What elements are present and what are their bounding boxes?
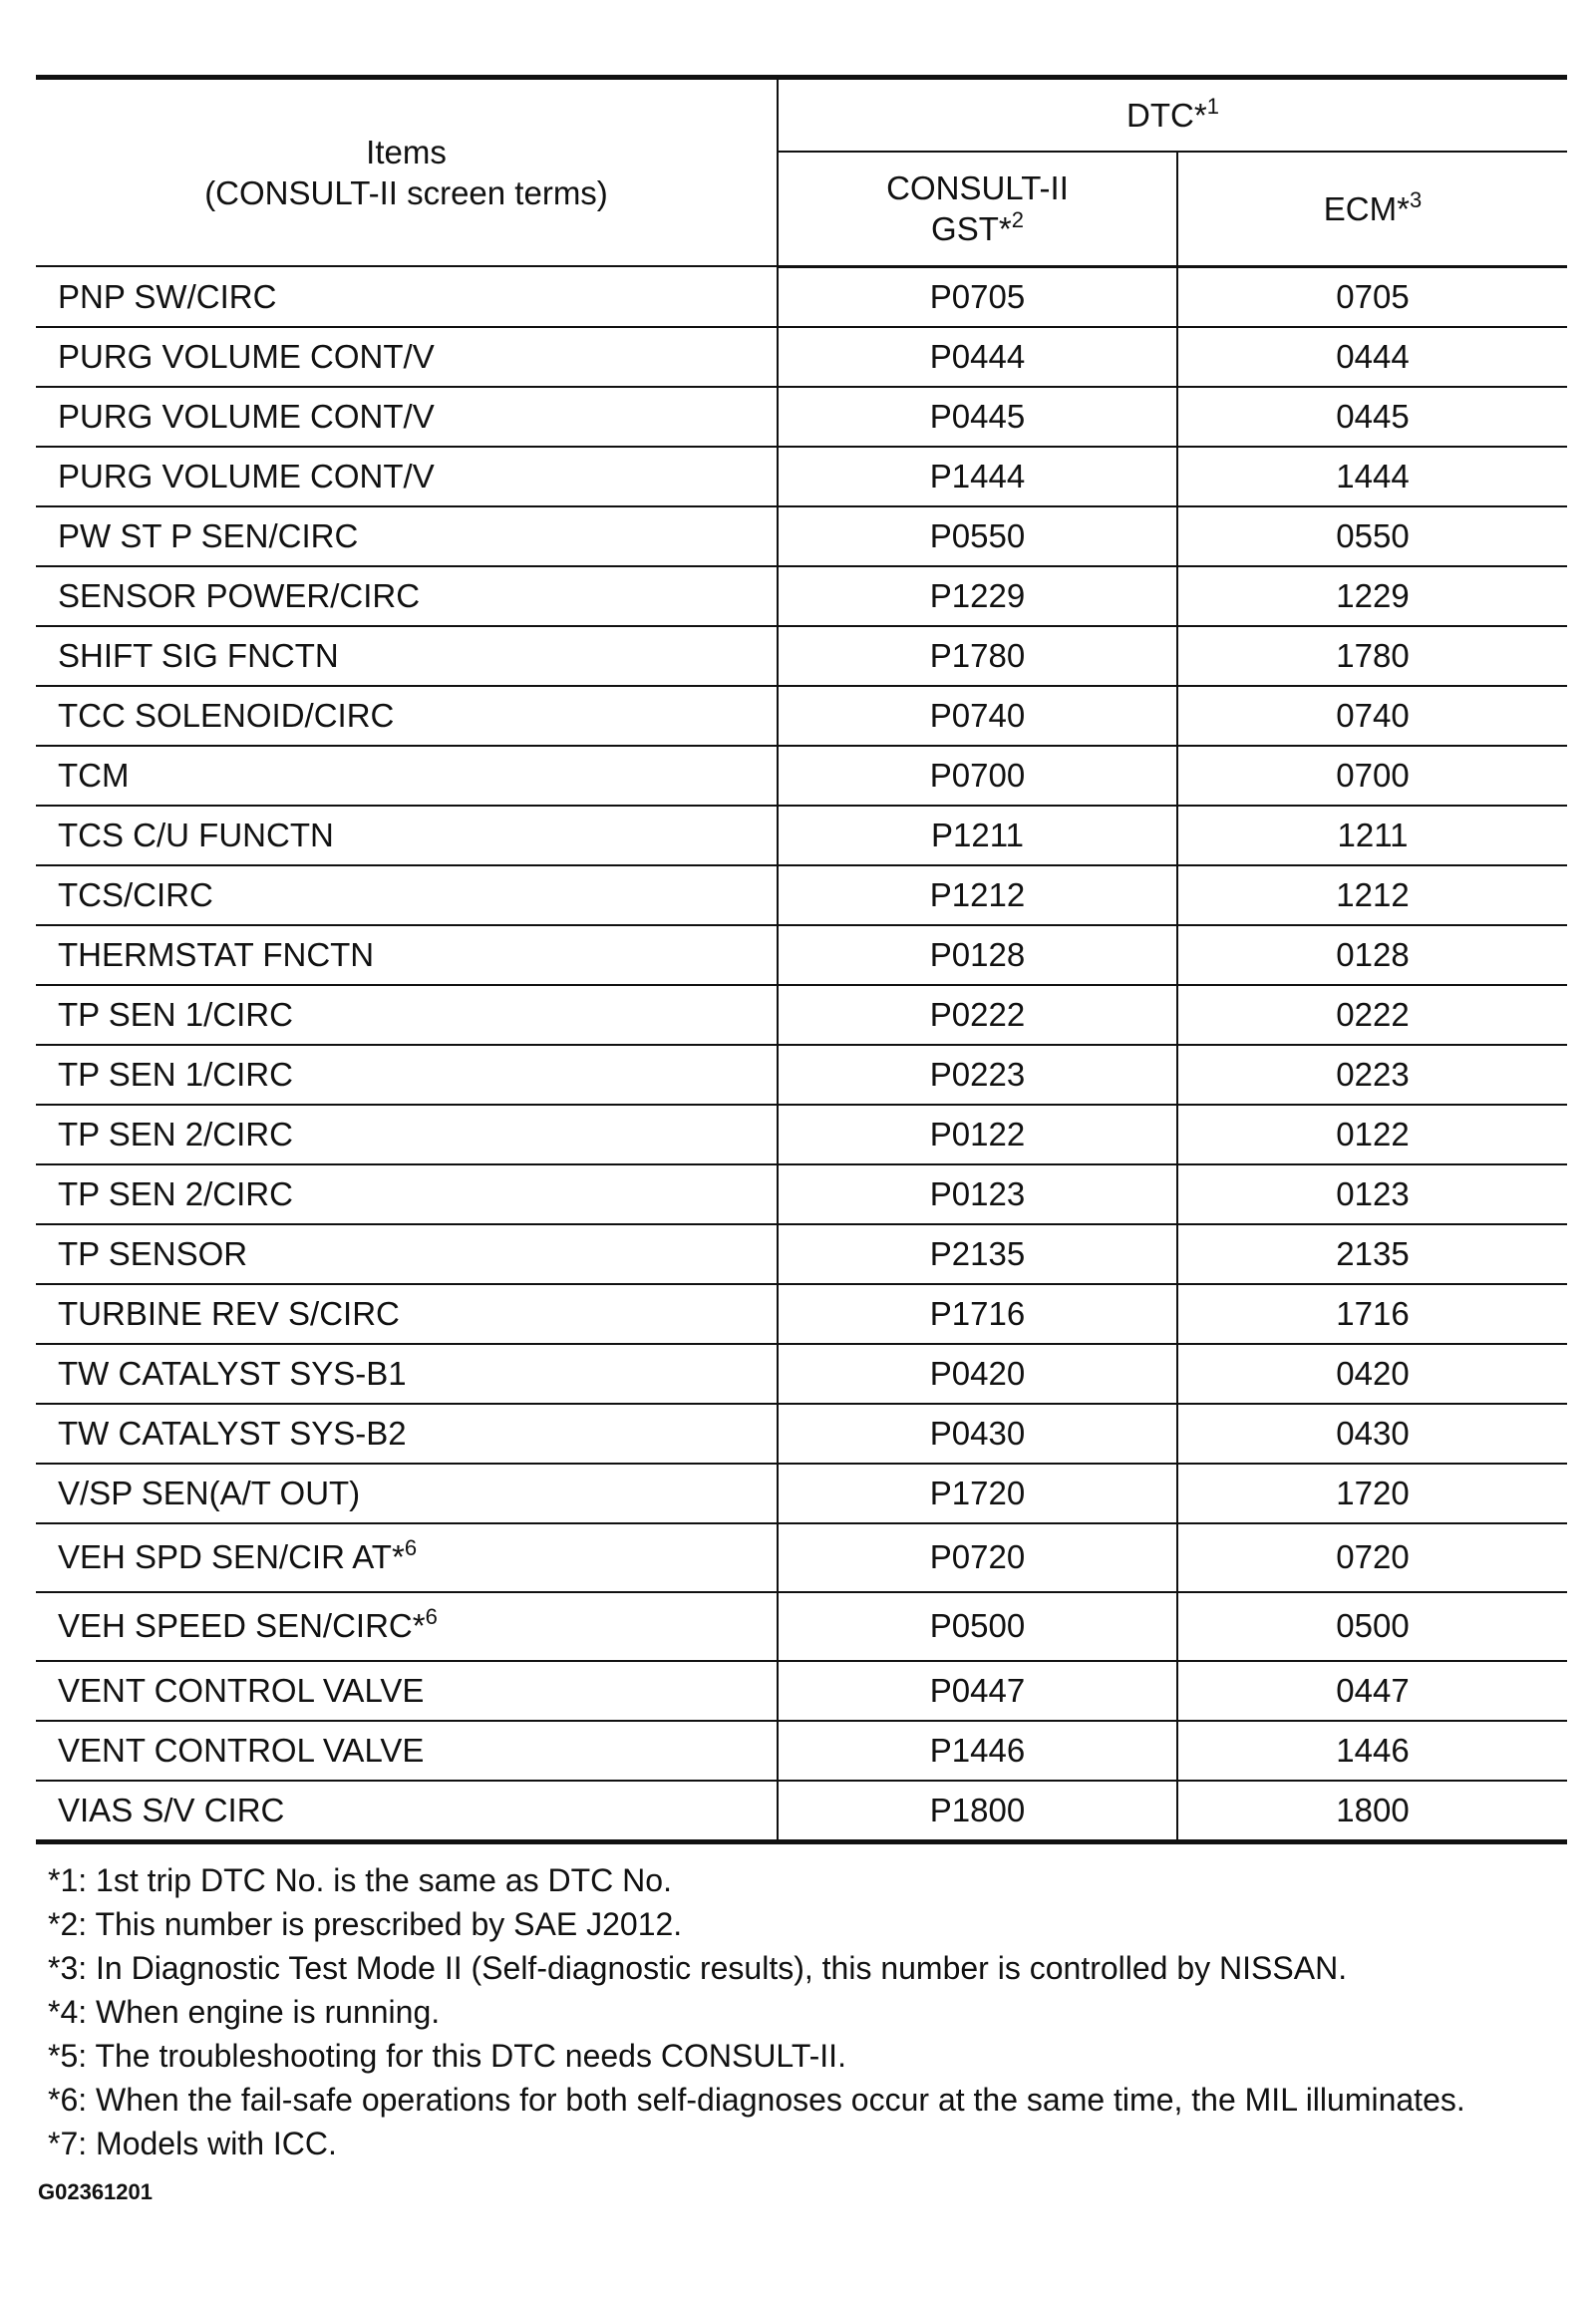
consult-gst-code-cell: P0222 [778, 985, 1177, 1045]
table-row [36, 865, 1567, 925]
item-cell [36, 626, 778, 686]
table-row [36, 626, 1567, 686]
table-header [36, 78, 1567, 267]
table-row [36, 566, 1567, 626]
item-cell [36, 686, 778, 746]
item-cell [36, 1344, 778, 1404]
item-text: PURG VOLUME CONT/V [58, 337, 435, 375]
consult-gst-code-cell: P0720 [778, 1523, 1177, 1592]
consult-gst-code-cell: P0123 [778, 1164, 1177, 1224]
item-text: TW CATALYST SYS-B2 [58, 1414, 407, 1452]
footnote: *6: When the fail-safe operations for both self-diagnoses occur at the same time, the MIL illuminates. [48, 2081, 1465, 2118]
consult-gst-code-cell: P0122 [778, 1105, 1177, 1164]
item-text: PNP SW/CIRC [58, 277, 277, 315]
ecm-code-cell: 1780 [1177, 626, 1567, 686]
item-cell [36, 1464, 778, 1523]
item-text: SHIFT SIG FNCTN [58, 636, 339, 674]
table-row [36, 985, 1567, 1045]
ecm-code-cell: 0223 [1177, 1045, 1567, 1105]
footnotes [36, 1858, 1567, 2165]
consult-gst-code-cell: P1780 [778, 626, 1177, 686]
footnote: *4: When engine is running. [48, 1993, 441, 2030]
item-text: VIAS S/V CIRC [58, 1791, 285, 1828]
ecm-code-cell: 0720 [1177, 1523, 1567, 1592]
item-cell [36, 925, 778, 985]
item-cell [36, 1721, 778, 1781]
item-text: TCC SOLENOID/CIRC [58, 696, 395, 734]
item-footnote: 6 [404, 1535, 418, 1561]
item-text: PURG VOLUME CONT/V [58, 397, 435, 435]
table-row [36, 1164, 1567, 1224]
item-cell [36, 1661, 778, 1721]
item-footnote: 6 [425, 1604, 438, 1630]
consult-gst-code-cell: P0447 [778, 1661, 1177, 1721]
item-cell [36, 1164, 778, 1224]
table-row [36, 1592, 1567, 1661]
consult-gst-code-cell: P0444 [778, 327, 1177, 387]
ecm-code-cell: 1720 [1177, 1464, 1567, 1523]
table-row [36, 746, 1567, 806]
ecm-header-footnote: 3 [1409, 186, 1423, 212]
item-cell [36, 1224, 778, 1284]
consult-gst-code-cell: P0128 [778, 925, 1177, 985]
ecm-code-cell: 0123 [1177, 1164, 1567, 1224]
consult-gst-code-cell: P0223 [778, 1045, 1177, 1105]
consult-header-line2: GST* [931, 210, 1012, 248]
ecm-code-cell: 1444 [1177, 447, 1567, 506]
item-cell [36, 506, 778, 566]
table-row [36, 806, 1567, 865]
consult-header-line1: CONSULT-II [886, 168, 1069, 206]
table-row [36, 447, 1567, 506]
consult-gst-code-cell: P1716 [778, 1284, 1177, 1344]
consult-gst-code-cell: P0445 [778, 387, 1177, 447]
table-row [36, 925, 1567, 985]
ecm-code-cell: 0500 [1177, 1592, 1567, 1661]
ecm-code-cell: 1446 [1177, 1721, 1567, 1781]
ecm-code-cell: 1229 [1177, 566, 1567, 626]
item-text: VEH SPD SEN/CIR AT* [58, 1538, 405, 1576]
items-header-line1: Items [366, 133, 447, 170]
consult-gst-code-cell: P0700 [778, 746, 1177, 806]
item-cell [36, 1045, 778, 1105]
footnote: *5: The troubleshooting for this DTC needs CONSULT-II. [48, 2037, 846, 2074]
consult-gst-code-cell: P1800 [778, 1781, 1177, 1842]
item-cell [36, 387, 778, 447]
consult-column-header [778, 152, 1177, 266]
ecm-code-cell: 0445 [1177, 387, 1567, 447]
item-text: VENT CONTROL VALVE [58, 1731, 425, 1769]
table-row [36, 266, 1567, 327]
ecm-code-cell: 0740 [1177, 686, 1567, 746]
consult-gst-code-cell: P0705 [778, 266, 1177, 327]
table-row [36, 1661, 1567, 1721]
consult-gst-code-cell: P1212 [778, 865, 1177, 925]
ecm-code-cell: 0444 [1177, 327, 1567, 387]
ecm-code-cell: 0128 [1177, 925, 1567, 985]
ecm-code-cell: 1212 [1177, 865, 1567, 925]
consult-gst-code-cell: P2135 [778, 1224, 1177, 1284]
item-text: V/SP SEN(A/T OUT) [58, 1474, 361, 1511]
item-cell [36, 327, 778, 387]
items-header-line2: (CONSULT-II screen terms) [204, 174, 608, 211]
dtc-column-header [778, 78, 1567, 152]
items-column-header [36, 78, 778, 267]
dtc-header-label: DTC* [1126, 96, 1207, 134]
item-text: TP SEN 2/CIRC [58, 1115, 293, 1153]
ecm-code-cell: 0700 [1177, 746, 1567, 806]
item-text: TP SEN 2/CIRC [58, 1174, 293, 1212]
table-row [36, 1284, 1567, 1344]
ecm-code-cell: 0420 [1177, 1344, 1567, 1404]
item-cell [36, 865, 778, 925]
item-text: TCS/CIRC [58, 875, 213, 913]
item-text: TP SENSOR [58, 1234, 248, 1272]
ecm-code-cell: 0550 [1177, 506, 1567, 566]
item-cell [36, 1523, 778, 1592]
item-cell [36, 1592, 778, 1661]
footnote: *2: This number is prescribed by SAE J2012. [48, 1905, 683, 1942]
item-text: TURBINE REV S/CIRC [58, 1294, 400, 1332]
figure-id: G02361201 [38, 2178, 153, 2204]
ecm-header-label: ECM* [1323, 189, 1410, 227]
consult-gst-code-cell: P0500 [778, 1592, 1177, 1661]
item-cell [36, 1781, 778, 1842]
dtc-header-footnote: 1 [1206, 93, 1219, 119]
consult-gst-code-cell: P0430 [778, 1404, 1177, 1464]
ecm-code-cell: 1800 [1177, 1781, 1567, 1842]
item-cell [36, 806, 778, 865]
table-body [36, 266, 1567, 1841]
item-text: TCS C/U FUNCTN [58, 816, 334, 853]
consult-header-footnote: 2 [1011, 207, 1024, 233]
item-text: VENT CONTROL VALVE [58, 1671, 425, 1709]
table-row [36, 1404, 1567, 1464]
table-row [36, 1781, 1567, 1842]
item-cell [36, 447, 778, 506]
item-text: PURG VOLUME CONT/V [58, 457, 435, 494]
table-row [36, 1045, 1567, 1105]
item-cell [36, 566, 778, 626]
consult-gst-code-cell: P1720 [778, 1464, 1177, 1523]
footnote: *7: Models with ICC. [48, 2125, 337, 2161]
item-text: TP SEN 1/CIRC [58, 1055, 293, 1093]
table-row [36, 387, 1567, 447]
item-text: SENSOR POWER/CIRC [58, 576, 421, 614]
consult-gst-code-cell: P1211 [778, 806, 1177, 865]
table-row [36, 1721, 1567, 1781]
table-row [36, 1464, 1567, 1523]
consult-gst-code-cell: P0550 [778, 506, 1177, 566]
ecm-column-header [1177, 152, 1567, 266]
item-cell [36, 1105, 778, 1164]
table-row [36, 327, 1567, 387]
item-text: TCM [58, 756, 130, 794]
consult-gst-code-cell: P0740 [778, 686, 1177, 746]
item-text: TW CATALYST SYS-B1 [58, 1354, 407, 1392]
ecm-code-cell: 1211 [1177, 806, 1567, 865]
item-cell [36, 746, 778, 806]
table-row [36, 1224, 1567, 1284]
dtc-table [36, 75, 1567, 1844]
ecm-code-cell: 0122 [1177, 1105, 1567, 1164]
document-page [36, 75, 1567, 2205]
consult-gst-code-cell: P1444 [778, 447, 1177, 506]
item-cell [36, 1284, 778, 1344]
consult-gst-code-cell: P0420 [778, 1344, 1177, 1404]
ecm-code-cell: 0222 [1177, 985, 1567, 1045]
footnote: *1: 1st trip DTC No. is the same as DTC No. [48, 1861, 672, 1898]
item-text: PW ST P SEN/CIRC [58, 516, 359, 554]
item-cell [36, 1404, 778, 1464]
table-row [36, 506, 1567, 566]
table-row [36, 1523, 1567, 1592]
item-text: THERMSTAT FNCTN [58, 935, 375, 973]
footnote: *3: In Diagnostic Test Mode II (Self-diagnostic results), this number is controlled by NISSAN. [48, 1949, 1348, 1986]
consult-gst-code-cell: P1229 [778, 566, 1177, 626]
consult-gst-code-cell: P1446 [778, 1721, 1177, 1781]
table-row [36, 686, 1567, 746]
ecm-code-cell: 0447 [1177, 1661, 1567, 1721]
item-text: VEH SPEED SEN/CIRC* [58, 1607, 426, 1645]
table-row [36, 1344, 1567, 1404]
table-row [36, 1105, 1567, 1164]
item-cell [36, 985, 778, 1045]
ecm-code-cell: 0430 [1177, 1404, 1567, 1464]
ecm-code-cell: 0705 [1177, 266, 1567, 327]
ecm-code-cell: 1716 [1177, 1284, 1567, 1344]
item-text: TP SEN 1/CIRC [58, 995, 293, 1033]
item-cell [36, 266, 778, 327]
ecm-code-cell: 2135 [1177, 1224, 1567, 1284]
